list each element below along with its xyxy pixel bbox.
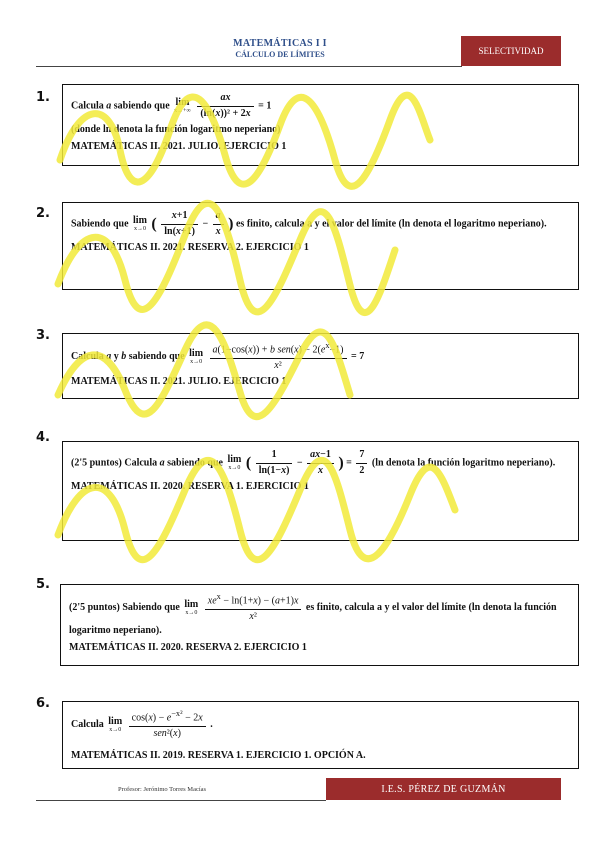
limit-symbol: lim x→0 — [189, 347, 204, 365]
exercise-statement-4: (2'5 puntos) Calcula a sabiendo que lim x→0 ( $\frac{1}{\ln(1-x)}$ − $\frac{ax-1}{x}$ ) = $\frac{7}{2}$ (ln denota la función logaritmo neperiano). — [71, 448, 570, 478]
exercise-note-4: (ln denota la función logaritmo neperiano). — [371, 457, 556, 469]
topic-subtitle: CÁLCULO DE LÍMITES — [235, 50, 325, 59]
exercise-source-1: MATEMÁTICAS II. 2021. JULIO. EJERCICIO 1 — [71, 140, 287, 152]
exercise-note-5: es finito, calcula a y el valor del límite (ln denota la función logaritmo neperiano). — [69, 601, 557, 637]
exercise-number-2: 2. — [36, 206, 50, 221]
exercise-box-1 — [62, 84, 579, 166]
exercise-statement-1: Calcula a sabiendo que lim x→+∞ $\frac{ax}{\text{(ln(x))² + 2x}}$ = 1 — [71, 91, 570, 121]
fraction: $\frac{7}{2}$ — [356, 448, 367, 478]
limit-symbol: lim x→0 — [133, 215, 147, 232]
fraction: $\frac{1}{\ln(1-x)}$ — [256, 448, 293, 478]
fraction: $\frac{a}{x}$ — [213, 209, 224, 239]
exercise-number-3: 3. — [36, 328, 50, 343]
fraction: $\frac{ax}{\text{(ln(x))² + 2x}}$ — [197, 91, 253, 121]
school-badge: I.E.S. PÉREZ DE GUZMÁN — [326, 778, 561, 800]
exercise-box-2 — [62, 202, 579, 290]
fraction: $\frac{ax-1}{x}$ — [307, 448, 334, 478]
exercise-lead-6: Calcula — [71, 718, 104, 730]
exercise-source-5: MATEMÁTICAS II. 2020. RESERVA 2. EJERCICIO 1 — [69, 641, 307, 653]
limit-symbol: lim x→0 — [227, 454, 242, 471]
footer-divider — [36, 800, 326, 801]
page-title — [170, 38, 390, 59]
exercise-statement-6: Calcula lim x→0 $\frac{\cos(x) - e^{-x^2} - 2x}{\text{sen²(x)}}$ . — [71, 708, 570, 741]
selectividad-badge: SELECTIVIDAD — [461, 36, 561, 66]
exercise-box-5 — [60, 584, 579, 666]
exercise-box-3 — [62, 333, 579, 399]
fraction: $\frac{\cos(x) - e^{-x^2} - 2x}{\text{sen²(x)}}$ — [129, 708, 206, 741]
exercise-source-6: MATEMÁTICAS II. 2019. RESERVA 1. EJERCICIO 1. OPCIÓN A. — [71, 750, 366, 762]
exercise-statement-5: (2'5 puntos) Sabiendo que lim x→0 $\frac{xe^x - \ln(1+x) - (a+1)x}{\text{x²}}$ es finito, calcula a y el valor del límite (ln denota la función logaritmo neperiano). — [69, 592, 557, 637]
exercise-number-1: 1. — [36, 90, 50, 105]
exercise-number-6: 6. — [36, 696, 50, 711]
limit-symbol: lim x→+∞ — [174, 97, 191, 114]
exercise-statement-2: Sabiendo que lim x→0 ( $\frac{x+1}{\ln(x+1)}$ − $\frac{a}{x}$ ) es finito, calcula a y el valor del límite (ln denota el logaritmo neperiano). — [71, 209, 570, 239]
professor-name: Profesor: Jerónimo Torres Macías — [118, 786, 207, 793]
exercise-note-1: (donde ln denota la función logaritmo neperiano) — [71, 124, 281, 135]
exercise-source-3: MATEMÁTICAS II. 2021. JULIO. EJERCICIO 1 — [71, 376, 287, 388]
limit-symbol: lim x→0 — [108, 715, 123, 733]
exercise-note-2: es finito, calcula a y el valor del límite (ln denota el logaritmo neperiano). — [235, 218, 547, 230]
exercise-box-4 — [62, 441, 579, 541]
exercise-source-4: MATEMÁTICAS II. 2020. RESERVA 1. EJERCICIO 1 — [71, 481, 309, 492]
limit-symbol: lim x→0 — [184, 598, 199, 616]
exercise-number-5: 5. — [36, 577, 50, 592]
exercise-number-4: 4. — [36, 430, 50, 445]
exercise-box-6 — [62, 701, 579, 769]
fraction: $\frac{x+1}{\ln(x+1)}$ — [161, 209, 198, 239]
fraction: $\frac{a(1-\cos(x)) + b sen(x) - 2(e^x-1)}{\text{x²}}$ — [210, 340, 347, 373]
course-title: MATEMÁTICAS I I — [233, 38, 327, 49]
exercise-source-2: MATEMÁTICAS II. 2021. RESERVA 2. EJERCICIO 1 — [71, 242, 309, 253]
exercise-statement-3: Calcula a y b sabiendo que lim x→0 $\frac{a(1-\cos(x)) + b sen(x) - 2(e^x-1)}{\text{x²}}$ = 7 — [71, 340, 570, 373]
header-divider — [36, 66, 462, 67]
fraction: $\frac{xe^x - \ln(1+x) - (a+1)x}{\text{x²}}$ — [205, 591, 302, 624]
